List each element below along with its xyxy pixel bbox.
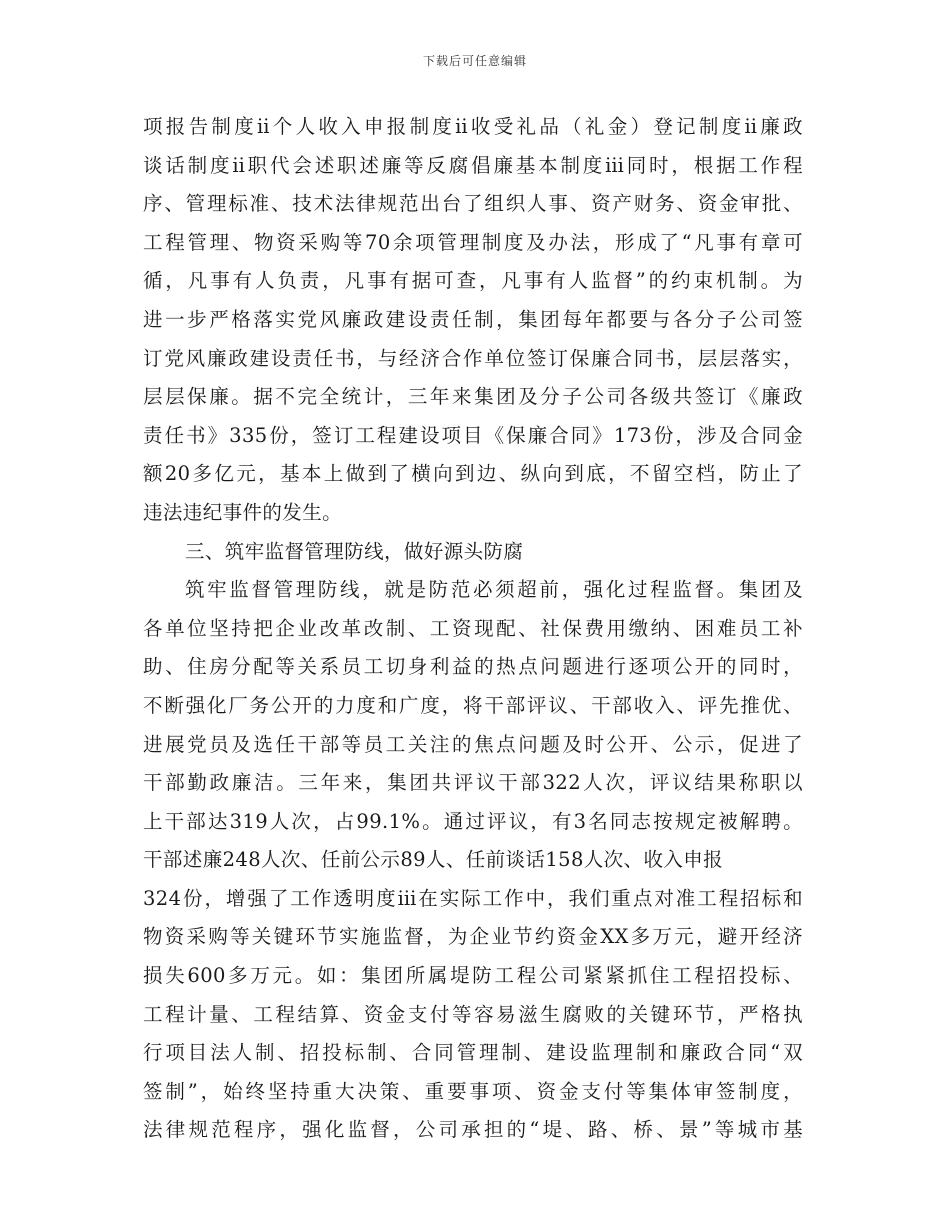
paragraph-line: 损失600多万元。如：集团所属堤防工程公司紧紧抓住工程招投标、 bbox=[143, 964, 803, 988]
paragraph-line: 层层保廉。据不完全统计，三年来集团及分子公司各级共签订《廉政 bbox=[143, 385, 803, 409]
paragraph-line: 干部述廉248人次、任前公示89人、任前谈话158人次、收入申报 bbox=[143, 848, 724, 872]
page-header: 下载后可任意编辑 bbox=[422, 54, 527, 68]
paragraph-line: 助、住房分配等关系员工切身利益的热点问题进行逐项公开的同时， bbox=[143, 655, 803, 679]
paragraph-line: 324份，增强了工作透明度ⅲ在实际工作中，我们重点对准工程招标和 bbox=[143, 886, 803, 910]
paragraph-line: 额20多亿元，基本上做到了横向到边、纵向到底，不留空档，防止了 bbox=[143, 462, 803, 486]
paragraph-line: 工程计量、工程结算、资金支付等容易滋生腐败的关键环节，严格执 bbox=[143, 1002, 803, 1026]
paragraph-line: 不断强化厂务公开的力度和广度，将干部评议、干部收入、评先推优、 bbox=[143, 693, 803, 717]
paragraph-line: 上干部达319人次，占99.1%。通过评议，有3名同志按规定被解聘。 bbox=[143, 809, 803, 833]
paragraph-line: 工程管理、物资采购等70余项管理制度及办法，形成了“凡事有章可 bbox=[143, 230, 803, 254]
paragraph-line: 干部勤政廉洁。三年来，集团共评议干部322人次，评议结果称职以 bbox=[143, 771, 803, 795]
paragraph-line: 进一步严格落实党风廉政建设责任制，集团每年都要与各分子公司签 bbox=[143, 307, 803, 331]
paragraph-line: 责任书》335份，签订工程建设项目《保廉合同》173份，涉及合同金 bbox=[143, 423, 803, 447]
section-heading: 三、筑牢监督管理防线，做好源头防腐 bbox=[185, 539, 524, 563]
paragraph-line: 法律规范程序，强化监督，公司承担的“堤、路、桥、景”等城市基 bbox=[143, 1118, 803, 1142]
paragraph-line: 项报告制度ⅱ个人收入申报制度ⅱ收受礼品（礼金）登记制度ⅱ廉政 bbox=[143, 115, 803, 138]
paragraph-line: 进展党员及选任干部等员工关注的焦点问题及时公开、公示，促进了 bbox=[143, 732, 803, 756]
paragraph-line: 物资采购等关键环节实施监督，为企业节约资金XX多万元，避开经济 bbox=[143, 925, 803, 949]
paragraph-line: 各单位坚持把企业改革改制、工资现配、社保费用缴纳、困难员工补 bbox=[143, 616, 803, 640]
paragraph-line: 循，凡事有人负责，凡事有据可查，凡事有人监督”的约束机制。为 bbox=[143, 269, 803, 293]
paragraph-line: 序、管理标准、技术法律规范出台了组织人事、资产财务、资金审批、 bbox=[143, 192, 803, 216]
paragraph-line: 订党风廉政建设责任书，与经济合作单位签订保廉合同书，层层落实， bbox=[143, 346, 803, 370]
paragraph-line: 筑牢监督管理防线，就是防范必须超前，强化过程监督。集团及 bbox=[185, 578, 803, 602]
paragraph-line: 谈话制度ⅱ职代会述职述廉等反腐倡廉基本制度ⅲ同时，根据工作程 bbox=[143, 153, 803, 177]
paragraph-line: 违法违纪事件的发生。 bbox=[143, 500, 343, 524]
document-body bbox=[143, 108, 803, 1150]
paragraph-line: 签制”，始终坚持重大决策、重要事项、资金支付等集体审签制度， bbox=[143, 1079, 803, 1103]
paragraph-line: 行项目法人制、招投标制、合同管理制、建设监理制和廉政合同“双 bbox=[143, 1041, 803, 1065]
